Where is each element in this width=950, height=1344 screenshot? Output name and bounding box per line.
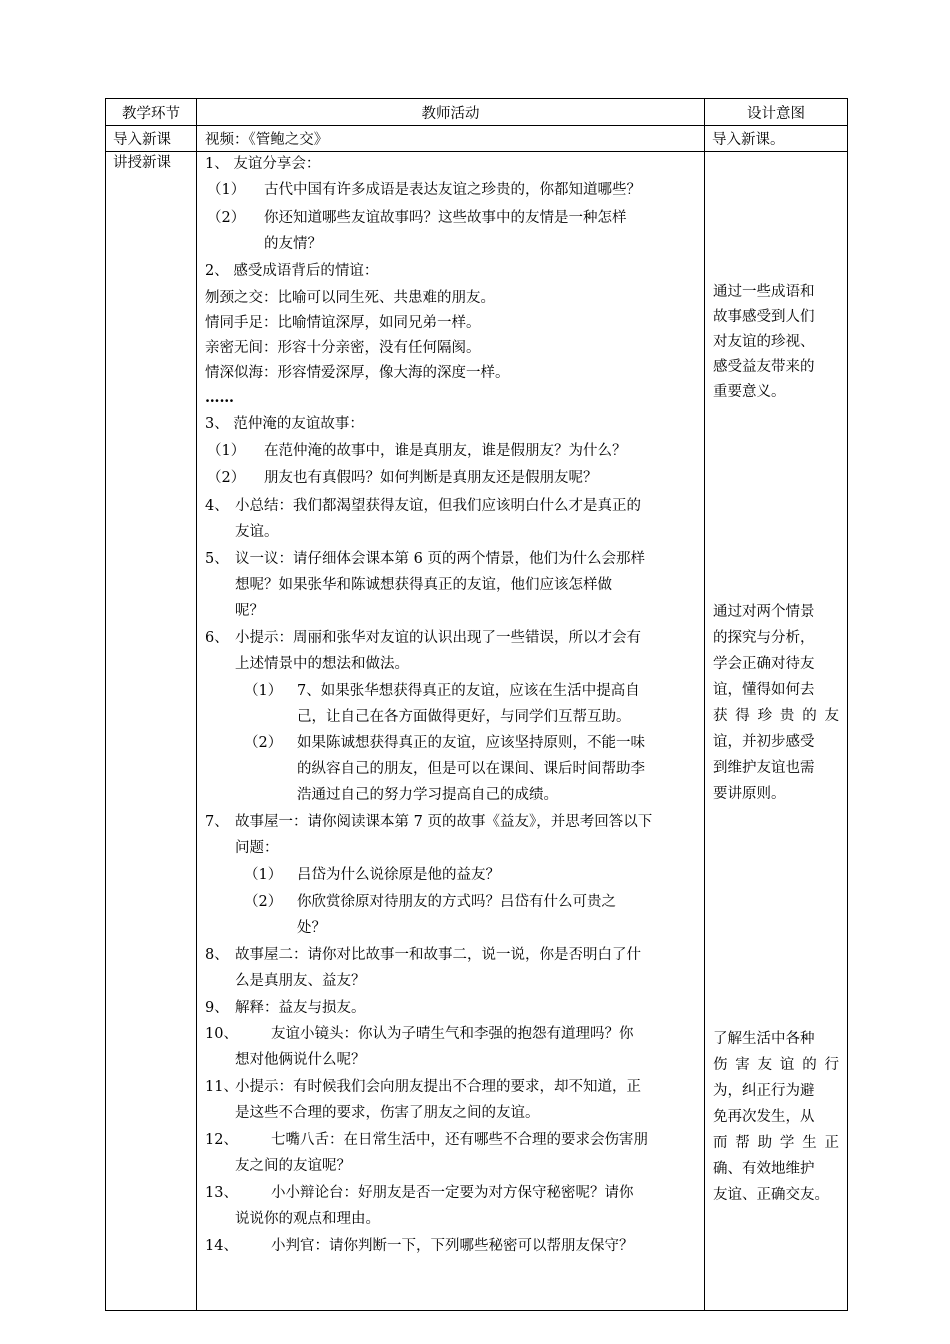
- main-row: [106, 152, 848, 1311]
- activity-line: 小总结：我们都渴望获得友谊，但我们应该明白什么才是真正的: [235, 498, 641, 514]
- activity-line: 刎颈之交：比喻可以同生死、共患难的朋友。: [205, 290, 495, 306]
- purpose-line: 的探究与分析，: [713, 630, 815, 646]
- main-stage-label: 讲授新课: [113, 155, 171, 171]
- activity-line: 情深似海：形容情爱深厚，像大海的深度一样。: [205, 365, 510, 381]
- activity-line: 小小辩论台：好朋友是否一定要为对方保守秘密呢？请你: [271, 1185, 634, 1201]
- main-stage: [106, 152, 197, 1311]
- activity-line: 呢？: [235, 603, 264, 619]
- activity-line: 己，让自己在各方面做得更好，与同学们互帮互助。: [297, 709, 631, 725]
- activity-line: 浩通过自己的努力学习提高自己的成绩。: [297, 787, 558, 803]
- purpose-cell: [705, 152, 848, 1311]
- activity-line: （1）: [207, 443, 246, 459]
- header-row: [106, 99, 848, 126]
- activity-line: 6、: [205, 630, 229, 646]
- activity-line: 如果陈诚想获得真正的友谊，应该坚持原则，不能一味: [297, 735, 645, 751]
- activity-line: 小提示：有时候我们会向朋友提出不合理的要求，却不知道，正: [235, 1079, 641, 1095]
- purpose-line: 重要意义。: [713, 384, 786, 400]
- purpose-line: 免再次发生，从: [713, 1109, 815, 1125]
- activity-line: 情同手足：比喻情谊深厚，如同兄弟一样。: [205, 315, 481, 331]
- activity-line: 在范仲淹的故事中，谁是真朋友，谁是假朋友？为什么？: [264, 443, 627, 459]
- header-purpose: 设计意图: [705, 99, 848, 126]
- activity-line: 13、: [205, 1185, 238, 1201]
- purpose-line: 为，纠正行为避: [713, 1083, 815, 1099]
- purpose-line: 了解生活中各种: [713, 1031, 815, 1047]
- purpose-line: 感受益友带来的: [713, 359, 815, 375]
- purpose-line: 通过一些成语和: [713, 284, 815, 300]
- activity-line: 12、: [205, 1132, 238, 1148]
- activity-line: 处？: [297, 920, 326, 936]
- activity-line: 古代中国有许多成语是表达友谊之珍贵的，你都知道哪些？: [264, 182, 641, 198]
- activity-line: 7、: [205, 814, 229, 830]
- activity-line: 友谊小镜头：你认为子晴生气和李强的抱怨有道理吗？你: [271, 1026, 634, 1042]
- header-stage: 教学环节: [106, 99, 197, 126]
- activity-line: 3、 范仲淹的友谊故事：: [205, 416, 364, 432]
- activity-line: 你还知道哪些友谊故事吗？这些故事中的友情是一种怎样: [264, 210, 627, 226]
- intro-activity: 视频：《管鲍之交》: [197, 126, 705, 152]
- purpose-line: 对友谊的珍视、: [713, 334, 815, 350]
- activity-line: 的友情？: [264, 236, 322, 252]
- activity-line: 说说你的观点和理由。: [235, 1211, 380, 1227]
- purpose-line: 故事感受到人们: [713, 309, 815, 325]
- activity-line: 想对他俩说什么呢？: [235, 1052, 366, 1068]
- activity-line: 9、: [205, 1000, 229, 1016]
- activity-line: （2）: [207, 470, 246, 486]
- activity-line: 想呢？如果张华和陈诚想获得真正的友谊，他们应该怎样做: [235, 577, 612, 593]
- activity-line: 4、: [205, 498, 229, 514]
- activity-line: 吕岱为什么说徐原是他的益友？: [297, 867, 500, 883]
- intro-row: [106, 126, 848, 152]
- purpose-line: 要讲原则。: [713, 786, 786, 802]
- activity-line: 1、 友谊分享会：: [205, 156, 321, 172]
- activity-line: 故事屋二：请你对比故事一和故事二，说一说，你是否明白了什: [235, 947, 641, 963]
- lesson-plan-table: [105, 98, 848, 1311]
- activity-cell: [197, 152, 705, 1311]
- purpose-line: 而帮助学生正: [713, 1135, 839, 1151]
- activity-line: 解释：益友与损友。: [235, 1000, 366, 1016]
- purpose-line: 谊，并初步感受: [713, 734, 815, 750]
- purpose-line: 到维护友谊也需: [713, 760, 815, 776]
- activity-line: 故事屋一：请你阅读课本第 7 页的故事《益友》，并思考回答以下: [235, 814, 653, 830]
- purpose-line: 学会正确对待友: [713, 656, 815, 672]
- activity-line: 七嘴八舌：在日常生活中，还有哪些不合理的要求会伤害朋: [271, 1132, 648, 1148]
- intro-stage: 导入新课: [106, 126, 197, 152]
- purpose-line: 友谊、正确交友。: [713, 1187, 829, 1203]
- activity-line: 么是真朋友、益友？: [235, 973, 366, 989]
- activity-line: 亲密无间：形容十分亲密，没有任何隔阂。: [205, 340, 481, 356]
- intro-purpose: 导入新课。: [705, 126, 848, 152]
- activity-line: 的纵容自己的朋友，但是可以在课间、课后时间帮助李: [297, 761, 645, 777]
- header-activity: 教师活动: [197, 99, 705, 126]
- activity-line: 7、如果张华想获得真正的友谊，应该在生活中提高自: [297, 683, 640, 699]
- purpose-line: 谊，懂得如何去: [713, 682, 815, 698]
- activity-line: 2、 感受成语背后的情谊：: [205, 263, 379, 279]
- activity-line: 是这些不合理的要求，伤害了朋友之间的友谊。: [235, 1105, 540, 1121]
- activity-line: 10、: [205, 1026, 238, 1042]
- activity-line: 问题：: [235, 840, 279, 856]
- activity-line: 议一议：请仔细体会课本第 6 页的两个情景，他们为什么会那样: [235, 551, 645, 567]
- purpose-line: 伤害友谊的行: [713, 1057, 839, 1073]
- activity-line: （1）: [244, 683, 283, 699]
- activity-line: 5、: [205, 551, 229, 567]
- activity-line: （2）: [244, 894, 283, 910]
- activity-line: 上述情景中的想法和做法。: [235, 656, 409, 672]
- purpose-line: 确、有效地维护: [713, 1161, 815, 1177]
- purpose-line: 通过对两个情景: [713, 604, 815, 620]
- activity-line: 11、: [205, 1079, 238, 1095]
- activity-line: 小提示：周丽和张华对友谊的认识出现了一些错误，所以才会有: [235, 630, 641, 646]
- activity-line: （1）: [207, 182, 246, 198]
- activity-line: ……: [205, 389, 234, 406]
- activity-line: （2）: [207, 210, 246, 226]
- activity-line: 朋友也有真假吗？如何判断是真朋友还是假朋友呢？: [264, 470, 598, 486]
- activity-line: 小判官：请你判断一下，下列哪些秘密可以帮朋友保守？: [271, 1238, 634, 1254]
- activity-line: （2）: [244, 735, 283, 751]
- activity-line: 友之间的友谊呢？: [235, 1158, 351, 1174]
- activity-line: 友谊。: [235, 524, 279, 540]
- activity-line: 14、: [205, 1238, 238, 1254]
- activity-line: 8、: [205, 947, 229, 963]
- purpose-line: 获得珍贵的友: [713, 708, 839, 724]
- activity-line: （1）: [244, 867, 283, 883]
- activity-line: 你欣赏徐原对待朋友的方式吗？吕岱有什么可贵之: [297, 894, 616, 910]
